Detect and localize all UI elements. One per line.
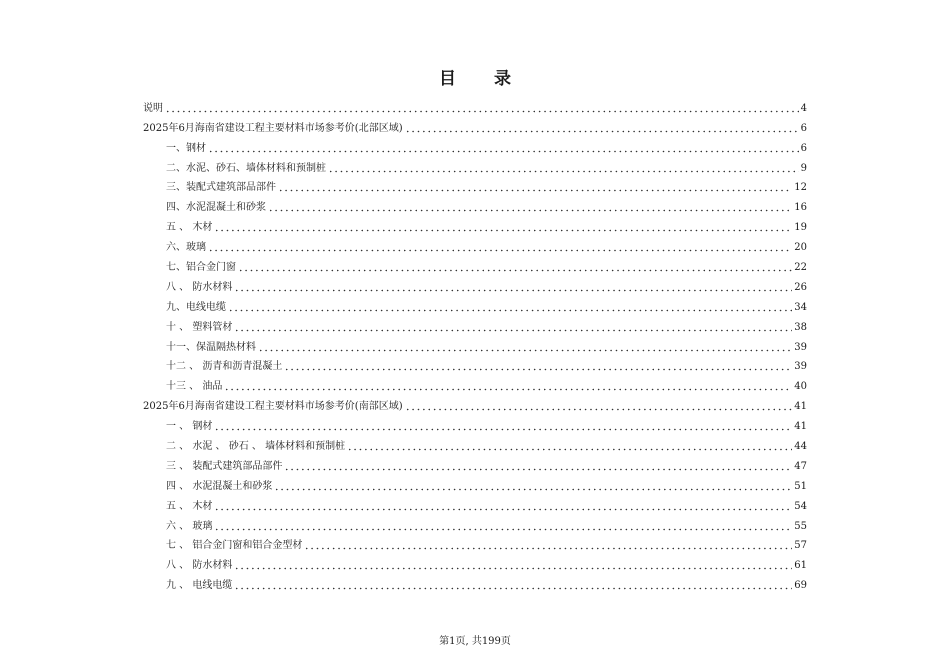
toc-entry-page-number: 12 [794, 182, 807, 194]
toc-entry[interactable] [143, 175, 807, 195]
toc-entry-label: 十一、保温隔热材料 [166, 341, 256, 353]
toc-entry-label: 2025年6月海南省建设工程主要材料市场参考价(南部区域) [143, 401, 403, 413]
dot-leader [224, 388, 792, 391]
dot-leader [268, 209, 792, 212]
dot-leader [214, 229, 792, 232]
toc-entry-label: 一 、 钢材 [166, 421, 213, 433]
toc-entry[interactable] [143, 294, 807, 314]
dot-leader [214, 428, 792, 431]
toc-entry-page-number: 22 [794, 262, 807, 274]
toc-entry-page-number: 51 [794, 480, 807, 492]
toc-entry-page-number: 39 [794, 341, 807, 353]
toc-entry[interactable] [143, 552, 807, 572]
toc-entry[interactable] [143, 493, 807, 513]
toc-entry-label: 三、装配式建筑部品部件 [166, 182, 276, 194]
toc-entry-label: 九、电线电缆 [166, 301, 226, 313]
toc-entry-label: 九 、 电线电缆 [166, 580, 233, 592]
dot-leader [214, 528, 792, 531]
toc-entry-label: 八 、 防水材料 [166, 560, 233, 572]
toc-entry-page-number: 57 [794, 540, 807, 552]
toc-entry-label: 三 、 装配式建筑部品部件 [166, 460, 283, 472]
toc-entry-page-number: 55 [794, 520, 807, 532]
dot-leader [238, 269, 792, 272]
toc-entry-label: 六、玻璃 [166, 242, 206, 254]
dot-leader [208, 249, 792, 252]
dot-leader [328, 170, 799, 173]
toc-entry-label: 八 、 防水材料 [166, 281, 233, 293]
toc-entry[interactable] [143, 413, 807, 433]
toc-entry-label: 十二 、 沥青和沥青混凝土 [166, 361, 283, 373]
dot-leader [234, 329, 792, 332]
toc-entry-page-number: 54 [794, 500, 807, 512]
toc-entry-label: 2025年6月海南省建设工程主要材料市场参考价(北部区域) [143, 122, 403, 134]
dot-leader [234, 567, 792, 570]
toc-entry-label: 五 、 木材 [166, 222, 213, 234]
toc-entry[interactable] [143, 473, 807, 493]
toc-entry-label: 二、水泥、砂石、墙体材料和预制桩 [166, 162, 326, 174]
dot-leader [234, 587, 792, 590]
toc-entry-label: 说明 [143, 102, 163, 114]
dot-leader [278, 189, 792, 192]
toc-entry-page-number: 4 [800, 102, 807, 114]
toc-entry-page-number: 38 [794, 321, 807, 333]
toc-entry-page-number: 34 [794, 301, 807, 313]
toc-entry-label: 十 、 塑料管材 [166, 321, 233, 333]
dot-leader [234, 289, 792, 292]
toc-entry-page-number: 39 [794, 361, 807, 373]
toc-entry-page-number: 61 [794, 560, 807, 572]
dot-leader [304, 547, 792, 550]
toc-entry[interactable] [143, 254, 807, 274]
dot-leader [214, 508, 792, 511]
toc-entry[interactable] [143, 135, 807, 155]
toc-entry-page-number: 41 [794, 401, 807, 413]
dot-leader [347, 448, 792, 451]
toc-entry[interactable] [143, 513, 807, 533]
toc-entry-label: 一、钢材 [166, 142, 206, 154]
toc-entry-page-number: 6 [800, 142, 807, 154]
toc-entry-label: 六 、 玻璃 [166, 520, 213, 532]
toc-entry-page-number: 41 [794, 421, 807, 433]
toc-entry-label: 二 、 水泥 、 砂石 、 墙体材料和预制桩 [166, 441, 346, 453]
toc-entry-page-number: 40 [794, 381, 807, 393]
toc-entry-page-number: 26 [794, 281, 807, 293]
toc-entry-label: 四、水泥混凝土和砂浆 [166, 202, 266, 214]
dot-leader [228, 309, 792, 312]
dot-leader [284, 368, 792, 371]
page-footer: 第1页, 共199页 [439, 636, 511, 647]
dot-leader [284, 468, 792, 471]
toc-list [143, 95, 807, 592]
toc-entry[interactable] [143, 533, 807, 553]
toc-entry[interactable] [143, 314, 807, 334]
dot-leader [165, 110, 799, 113]
toc-entry[interactable] [143, 194, 807, 214]
toc-entry-page-number: 9 [800, 162, 807, 174]
toc-title: 目 录 [439, 69, 527, 89]
toc-entry-page-number: 69 [794, 580, 807, 592]
toc-entry-page-number: 6 [800, 122, 807, 134]
toc-entry[interactable] [143, 234, 807, 254]
dot-leader [208, 150, 799, 153]
toc-entry[interactable] [143, 393, 807, 413]
dot-leader [405, 408, 793, 411]
toc-entry[interactable] [143, 354, 807, 374]
toc-entry[interactable] [143, 214, 807, 234]
toc-entry-page-number: 19 [794, 222, 807, 234]
toc-entry[interactable] [143, 373, 807, 393]
dot-leader [258, 349, 792, 352]
toc-entry-label: 五 、 木材 [166, 500, 213, 512]
toc-entry[interactable] [143, 274, 807, 294]
toc-entry[interactable] [143, 334, 807, 354]
dot-leader [274, 488, 792, 491]
toc-entry[interactable] [143, 95, 807, 115]
toc-entry[interactable] [143, 433, 807, 453]
dot-leader [405, 130, 799, 133]
toc-entry[interactable] [143, 572, 807, 592]
toc-entry-page-number: 44 [794, 441, 807, 453]
toc-entry[interactable] [143, 155, 807, 175]
toc-entry-page-number: 20 [794, 242, 807, 254]
toc-entry[interactable] [143, 115, 807, 135]
toc-entry-page-number: 16 [794, 202, 807, 214]
toc-entry-label: 七 、 铝合金门窗和铝合金型材 [166, 540, 303, 552]
toc-entry-label: 七、铝合金门窗 [166, 262, 236, 274]
toc-entry-page-number: 47 [794, 460, 807, 472]
toc-entry-label: 四 、 水泥混凝土和砂浆 [166, 480, 273, 492]
toc-entry-label: 十三 、 油品 [166, 381, 223, 393]
toc-entry[interactable] [143, 453, 807, 473]
